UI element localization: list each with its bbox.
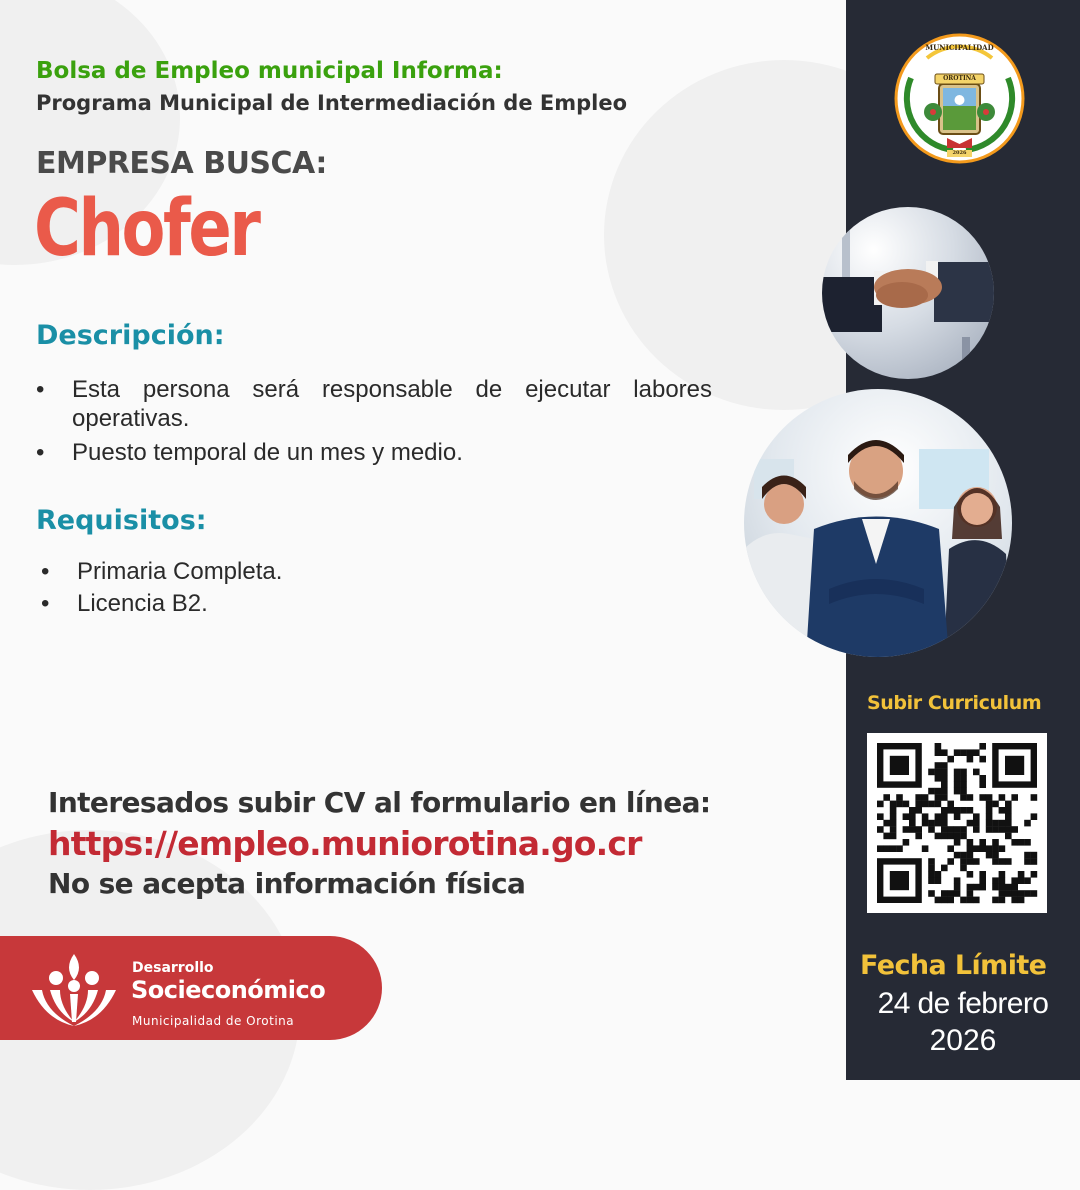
description-item-1-line2: operativas. [72, 405, 190, 432]
bullet-glyph: • [41, 590, 50, 617]
municipal-seal-icon [893, 32, 1026, 165]
deadline-label: Fecha Límite [860, 950, 1047, 981]
description-item-1-line1: Esta persona será responsable de ejecutar labores [72, 376, 712, 403]
description-item-2: Puesto temporal de un mes y medio. [72, 439, 463, 466]
header-subtitle: Programa Municipal de Intermediación de Empleo [36, 91, 628, 115]
seal-year-text: 2026 [952, 150, 967, 156]
bullet-glyph: • [36, 439, 45, 466]
brand-badge [0, 936, 382, 1040]
description-heading: Descripción: [36, 320, 225, 351]
job-kicker: EMPRESA BUSCA: [36, 146, 327, 181]
cta-url-link[interactable]: https://empleo.muniorotina.go.cr [48, 824, 642, 863]
deadline-date: 24 de febrero [877, 987, 1049, 1020]
handshake-photo [822, 207, 994, 379]
requirements-list [41, 556, 283, 620]
seal-top-text: MUNICIPALIDAD [925, 43, 994, 52]
requirements-heading: Requisitos: [36, 505, 207, 536]
requirement-item: Licencia B2. [77, 590, 208, 617]
cta-line: Interesados subir CV al formulario en línea: [48, 786, 711, 819]
list-item [36, 438, 712, 467]
job-title: Chofer [34, 184, 259, 274]
list-item [41, 588, 282, 620]
header-title: Bolsa de Empleo municipal Informa: [36, 58, 503, 84]
qr-code[interactable] [867, 733, 1047, 913]
deadline-year: 2026 [929, 1024, 997, 1057]
upload-cv-label: Subir Curriculum [867, 692, 1042, 714]
people-logo-icon [26, 950, 122, 1030]
seal-ribbon-text: OROTINA [943, 75, 976, 82]
cta-note: No se acepta información física [48, 867, 526, 900]
list-item [41, 556, 283, 588]
description-list [36, 375, 712, 467]
requirement-item: Primaria Completa. [77, 558, 283, 585]
brand-line-3: Municipalidad de Orotina [132, 1014, 295, 1028]
brand-line-1: Desarrollo [132, 960, 214, 976]
brand-line-2: Socieconómico [131, 976, 326, 1004]
bullet-glyph: • [41, 558, 50, 585]
bullet-glyph: • [36, 376, 45, 403]
team-photo [744, 389, 1012, 657]
list-item [36, 375, 712, 433]
